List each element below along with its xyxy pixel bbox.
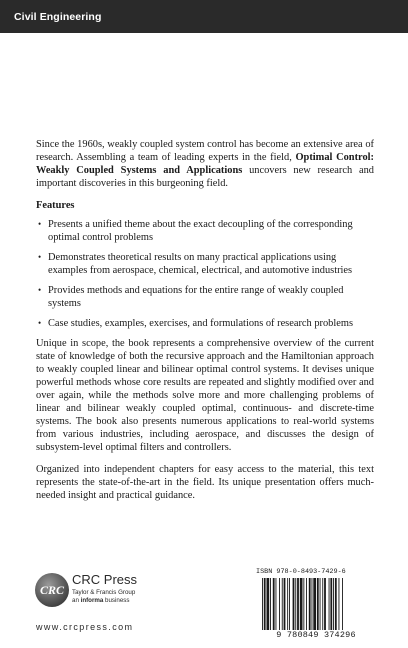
bullet-icon: • xyxy=(38,219,42,229)
barcode-bar xyxy=(322,578,323,630)
intro-text-start: Since the 1960s, weakly coupled system control has become an extensive area of research. Assembling a team of leading experts in the field, xyxy=(36,139,374,163)
barcode-bar xyxy=(324,578,326,630)
barcode-bar xyxy=(309,578,311,630)
category-label: Civil Engineering xyxy=(14,11,102,23)
publisher-name: CRC Press xyxy=(72,572,138,587)
barcode-bar xyxy=(300,578,303,630)
isbn-label: ISBN 978-0-8493-7429-6 xyxy=(256,568,346,576)
business-suffix: business xyxy=(103,597,130,604)
bullet-icon: • xyxy=(38,285,42,295)
publisher-group: Taylor & Francis Group xyxy=(72,589,136,596)
book-title: Optimal Control: Weakly Coupled Systems and Applications xyxy=(36,152,374,176)
barcode-bar xyxy=(289,578,290,630)
barcode-bar xyxy=(276,578,277,630)
barcode-bar xyxy=(320,578,321,630)
barcode-bar xyxy=(330,578,332,630)
barcode-bar xyxy=(312,578,313,630)
publisher-footer xyxy=(0,560,408,648)
barcode-bar xyxy=(287,578,288,630)
barcode-bar xyxy=(262,578,263,630)
feature-item xyxy=(36,251,374,277)
feature-item xyxy=(36,218,374,244)
barcode-bar xyxy=(342,578,343,630)
back-cover-blurb xyxy=(36,138,374,511)
intro-text-end: uncovers new research and important discoveries in this burgeoning field. xyxy=(36,165,374,189)
barcode-bar xyxy=(282,578,283,630)
isbn-barcode xyxy=(256,568,376,644)
business-prefix: an xyxy=(72,597,81,604)
overview-paragraph: Unique in scope, the book represents a comprehensive overview of the current state of knowledge of both the recursive approach and the Hamiltonian approach to weakly coupled linear and bilinear optimal control systems. It devises unique powerful methods whose core results are repeated and slightly modified over and over again, while the methods solve more and more challenging problems of linear and bilinear weakly coupled optimal, continuous- and discrete-time systems. The book also presents numerous applications to real-world systems from various industries, including aerospace, and discusses the design of subsystem-level optimal filters and controllers. xyxy=(36,338,374,453)
informa-brand: informa xyxy=(80,597,104,604)
publisher-website: www.crcpress.com xyxy=(36,622,134,632)
bullet-icon: • xyxy=(38,318,42,328)
barcode-bar xyxy=(279,578,280,630)
publisher-business-line xyxy=(72,597,135,605)
barcode-bar xyxy=(267,578,270,630)
barcode-bar xyxy=(264,578,266,630)
bullet-icon: • xyxy=(38,252,42,262)
crc-logo-text: CRC xyxy=(39,583,65,597)
closing-paragraph: Organized into independent chapters for easy access to the material, this text represents the state-of-the-art in the field. Its unique presentation offers much-needed insight and practical guidance. xyxy=(36,464,374,501)
category-bar xyxy=(0,0,408,33)
feature-text: Demonstrates theoretical results on many practical applications using examples from aerospace, chemical, electrical, and automotive industries xyxy=(48,252,353,276)
barcode-bar xyxy=(270,578,271,630)
feature-text: Presents a unified theme about the exact decoupling of the corresponding optimal control problems xyxy=(48,219,353,243)
barcode-bar xyxy=(273,578,275,630)
features-list xyxy=(36,218,374,330)
barcode-bar xyxy=(329,578,330,630)
publisher-group-info xyxy=(72,589,135,605)
barcode-digits: 9 780849 374296 xyxy=(276,630,356,640)
feature-text: Provides methods and equations for the entire range of weakly coupled systems xyxy=(48,285,344,309)
barcode-icon xyxy=(256,578,376,630)
barcode-bar xyxy=(297,578,299,630)
barcode-bar xyxy=(333,578,334,630)
barcode-bar xyxy=(284,578,286,630)
barcode-bar xyxy=(295,578,296,630)
feature-item xyxy=(36,284,374,310)
features-heading: Features xyxy=(36,200,75,211)
feature-text: Case studies, examples, exercises, and formulations of research problems xyxy=(48,318,353,329)
barcode-bar xyxy=(317,578,319,630)
intro-paragraph xyxy=(36,138,374,190)
barcode-bar xyxy=(306,578,307,630)
barcode-bar xyxy=(293,578,295,630)
barcode-bar xyxy=(339,578,340,630)
barcode-bar xyxy=(303,578,304,630)
crc-logo-icon xyxy=(34,572,70,608)
feature-item xyxy=(36,317,374,330)
barcode-bar xyxy=(313,578,316,630)
barcode-bar xyxy=(335,578,337,630)
